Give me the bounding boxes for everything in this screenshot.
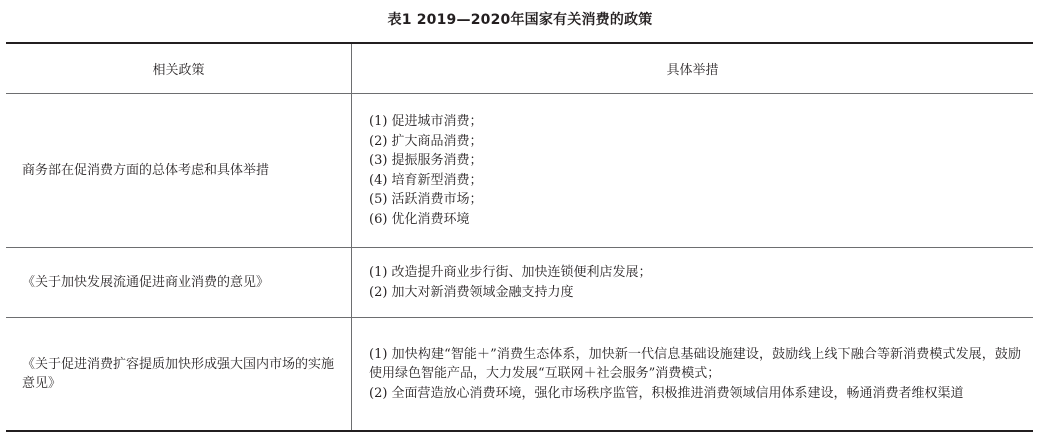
measure-item: (1) 加快构建“智能＋”消费生态体系，加快新一代信息基础设施建设，鼓励线上线下融合等新消费模式发展，鼓励使用绿色智能产品，大力发展“互联网＋社会服务”消费模式； <box>369 346 1021 382</box>
measures-cell <box>352 94 1034 248</box>
measure-item: (1) 促进城市消费； <box>369 114 483 129</box>
policy-cell: 商务部在促消费方面的总体考虑和具体举措 <box>6 94 352 248</box>
policy-cell: 《关于促进消费扩容提质加快形成强大国内市场的实施意见》 <box>6 318 352 432</box>
measure-item: (2) 扩大商品消费； <box>369 133 483 149</box>
measure-item: (4) 培育新型消费； <box>369 172 483 188</box>
measures-cell <box>352 318 1034 432</box>
measure-item: (2) 加大对新消费领域金融支持力度 <box>369 284 574 300</box>
measure-item: (3) 提振服务消费； <box>369 153 483 168</box>
measures-cell <box>352 248 1034 318</box>
policy-table <box>6 42 1033 432</box>
table-row <box>6 318 1033 432</box>
table-row <box>6 248 1033 318</box>
measure-item: (6) 优化消费环境 <box>369 211 470 227</box>
measure-item: (1) 改造提升商业步行街、加快连锁便利店发展； <box>369 265 652 280</box>
policy-cell: 《关于加快发展流通促进商业消费的意见》 <box>6 248 352 318</box>
measure-item: (2) 全面营造放心消费环境，强化市场秩序监管，积极推进消费领域信用体系建设，畅通消费者维权渠道 <box>369 385 964 401</box>
table-header-row <box>6 43 1033 94</box>
table-row <box>6 94 1033 248</box>
column-header-policy: 相关政策 <box>6 43 352 94</box>
column-header-measures: 具体举措 <box>352 43 1034 94</box>
measure-item: (5) 活跃消费市场； <box>369 192 483 207</box>
table-caption: 表1 2019—2020年国家有关消费的政策 <box>387 12 653 28</box>
